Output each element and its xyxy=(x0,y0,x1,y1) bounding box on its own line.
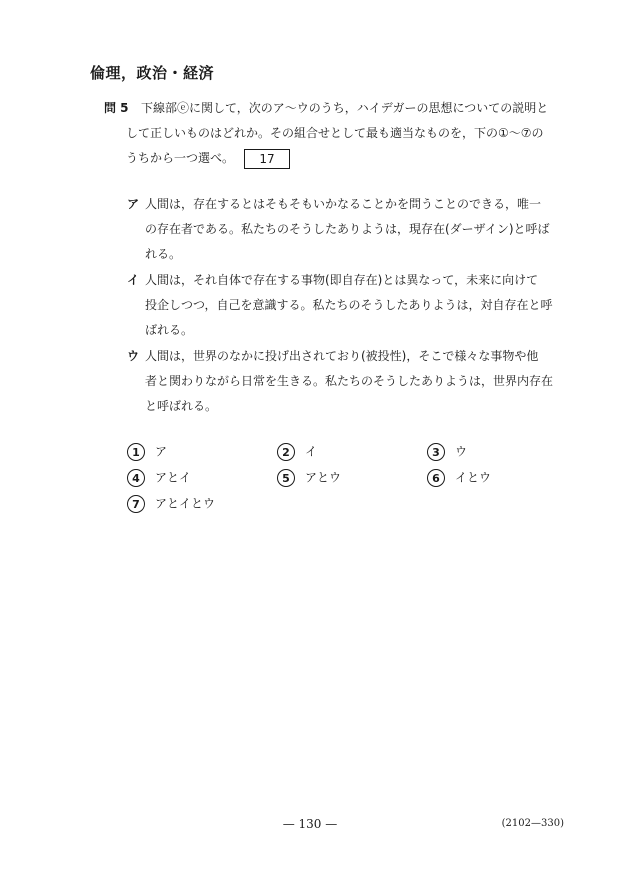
statement-a xyxy=(127,192,567,267)
statement-line: 人間は，世界のなかに投げ出されており(被投性)，そこで様々な事物や他 xyxy=(145,349,539,363)
statement-line: ばれる。 xyxy=(145,323,194,337)
statement-line: の存在者である。私たちのそうしたありようは，現存在(ダーザイン)と呼ば xyxy=(145,222,550,236)
choice-1[interactable] xyxy=(127,441,167,461)
statement-line: 投企しつつ，自己を意識する。私たちのそうしたありようは，対自存在と呼 xyxy=(145,298,553,312)
choice-number: 7 xyxy=(127,495,145,513)
choice-text: アとウ xyxy=(305,470,342,485)
choice-number: 3 xyxy=(427,443,445,461)
choice-number: 6 xyxy=(427,469,445,487)
stem-line: 下線部ⓔに関して，次のア～ウのうち，ハイデガーの思想についての説明と xyxy=(141,101,549,115)
subject-heading: 倫理，政治・経済 xyxy=(90,64,215,82)
choice-number: 4 xyxy=(127,469,145,487)
choice-3[interactable] xyxy=(427,441,467,461)
choice-text: ウ xyxy=(455,444,468,459)
choice-number: 2 xyxy=(277,443,295,461)
statement-line: と呼ばれる。 xyxy=(145,399,218,413)
choice-number: 1 xyxy=(127,443,145,461)
statement-i xyxy=(127,268,567,343)
statement-line: 人間は，存在するとはそもそもいかなることかを問うことのできる，唯一 xyxy=(145,197,542,211)
stem-line xyxy=(126,146,561,171)
page-number: — 130 — xyxy=(282,817,338,831)
answer-box: 17 xyxy=(244,149,290,169)
statement-label: ア xyxy=(127,197,140,211)
choice-text: イ xyxy=(305,444,318,459)
exam-code: (2102—330) xyxy=(501,818,564,829)
statement-label: ウ xyxy=(127,349,140,363)
choice-2[interactable] xyxy=(277,441,317,461)
statement-line: 人間は，それ自体で存在する事物(即自存在)とは異なって，未来に向けて xyxy=(145,273,539,287)
choice-6[interactable] xyxy=(427,467,491,487)
choice-4[interactable] xyxy=(127,467,191,487)
statement-line: れる。 xyxy=(145,247,182,261)
choice-text: イとウ xyxy=(455,470,492,485)
statement-u xyxy=(127,344,567,419)
statement-line: 者と関わりながら日常を生きる。私たちのそうしたありようは，世界内存在 xyxy=(145,374,554,388)
choice-text: アとイ xyxy=(155,470,192,485)
choice-7[interactable] xyxy=(127,493,215,513)
choice-number: 5 xyxy=(277,469,295,487)
statement-label: イ xyxy=(127,273,140,287)
question-number: 問 5 xyxy=(104,101,129,115)
choice-5[interactable] xyxy=(277,467,341,487)
stem-line: して正しいものはどれか。その組合せとして最も適当なものを，下の①～⑦の xyxy=(126,126,544,140)
stem-line-text: うちから一つ選べ。 xyxy=(126,151,235,165)
choice-text: ア xyxy=(155,444,168,459)
choice-text: アとイとウ xyxy=(155,496,216,511)
question-stem xyxy=(126,96,561,171)
